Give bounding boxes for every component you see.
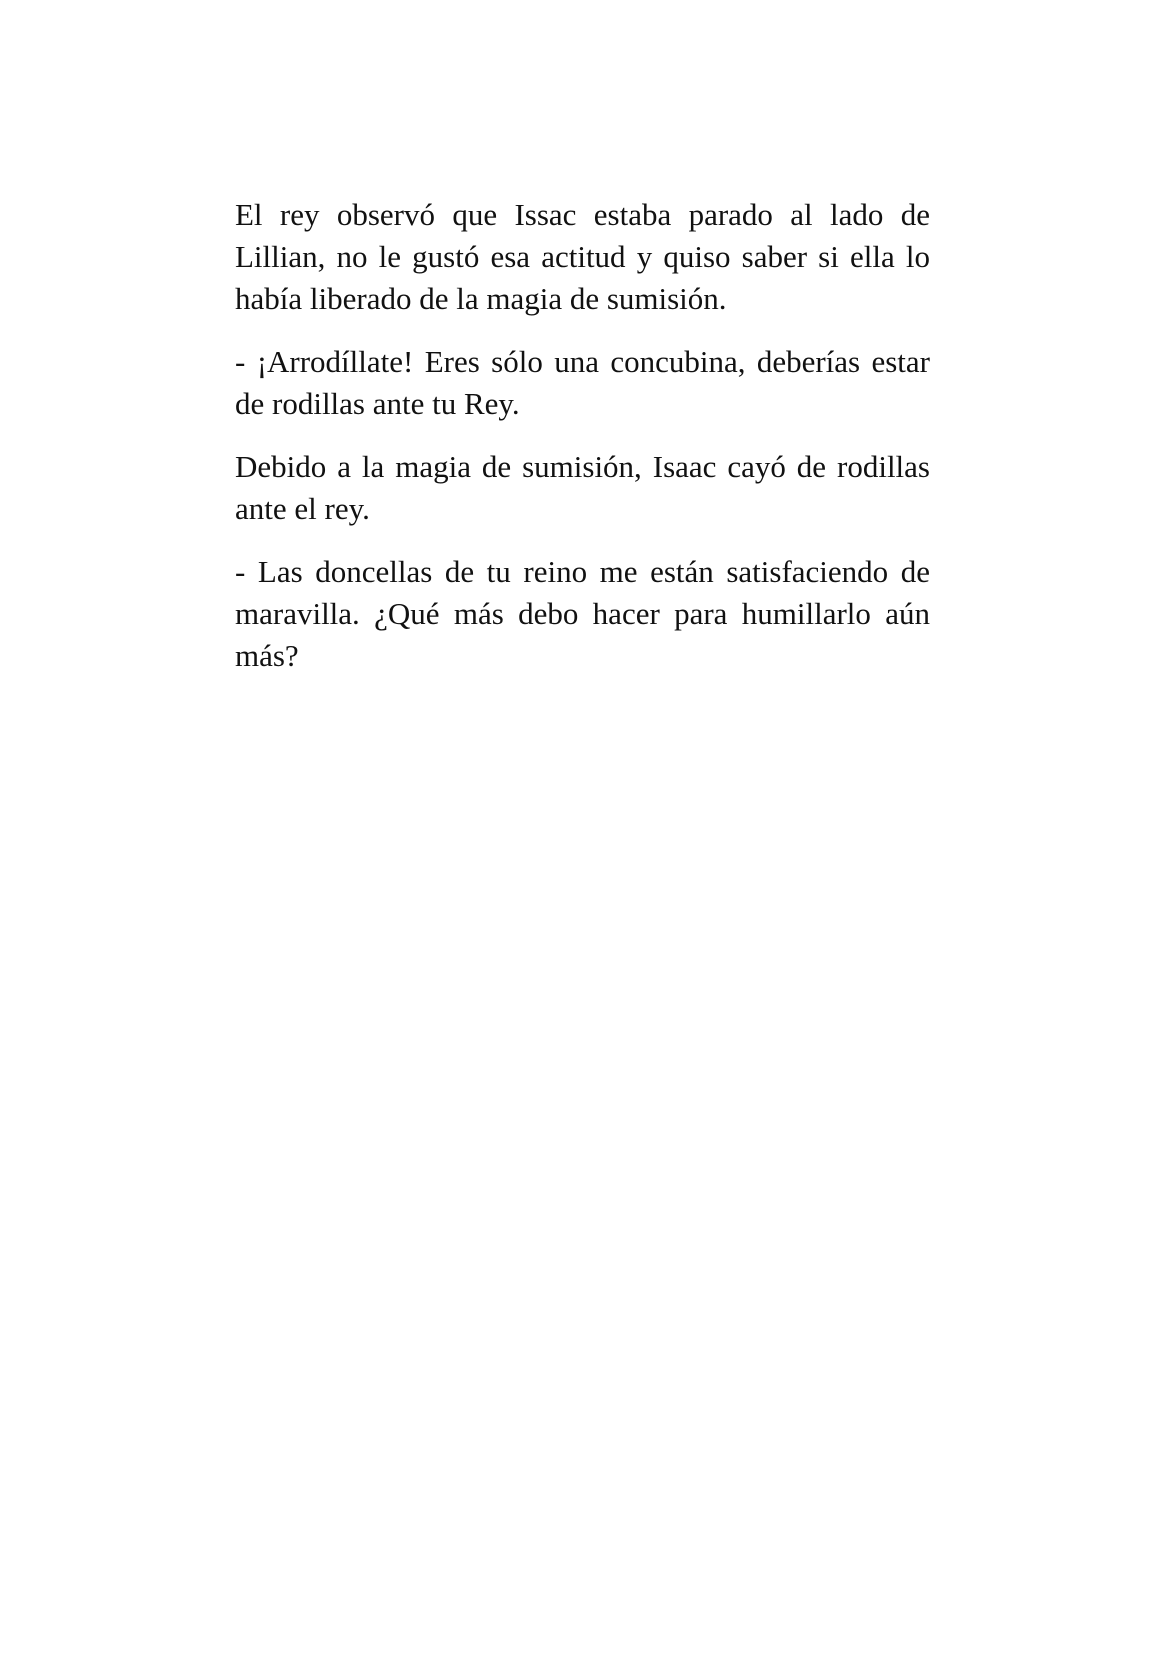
paragraph: - ¡Arrodíllate! Eres sólo una concubina, deberías estar de rodillas ante tu Rey. <box>235 344 930 421</box>
paragraph: - Las doncellas de tu reino me están satisfaciendo de maravilla. ¿Qué más debo hacer para humillarlo aún más? <box>235 554 930 673</box>
text-body <box>235 194 930 698</box>
paragraph: El rey observó que Issac estaba parado al lado de Lillian, no le gustó esa actitud y quiso saber si ella lo había liberado de la magia de sumisión. <box>235 197 930 316</box>
paragraph: Debido a la magia de sumisión, Isaac cayó de rodillas ante el rey. <box>235 449 930 526</box>
